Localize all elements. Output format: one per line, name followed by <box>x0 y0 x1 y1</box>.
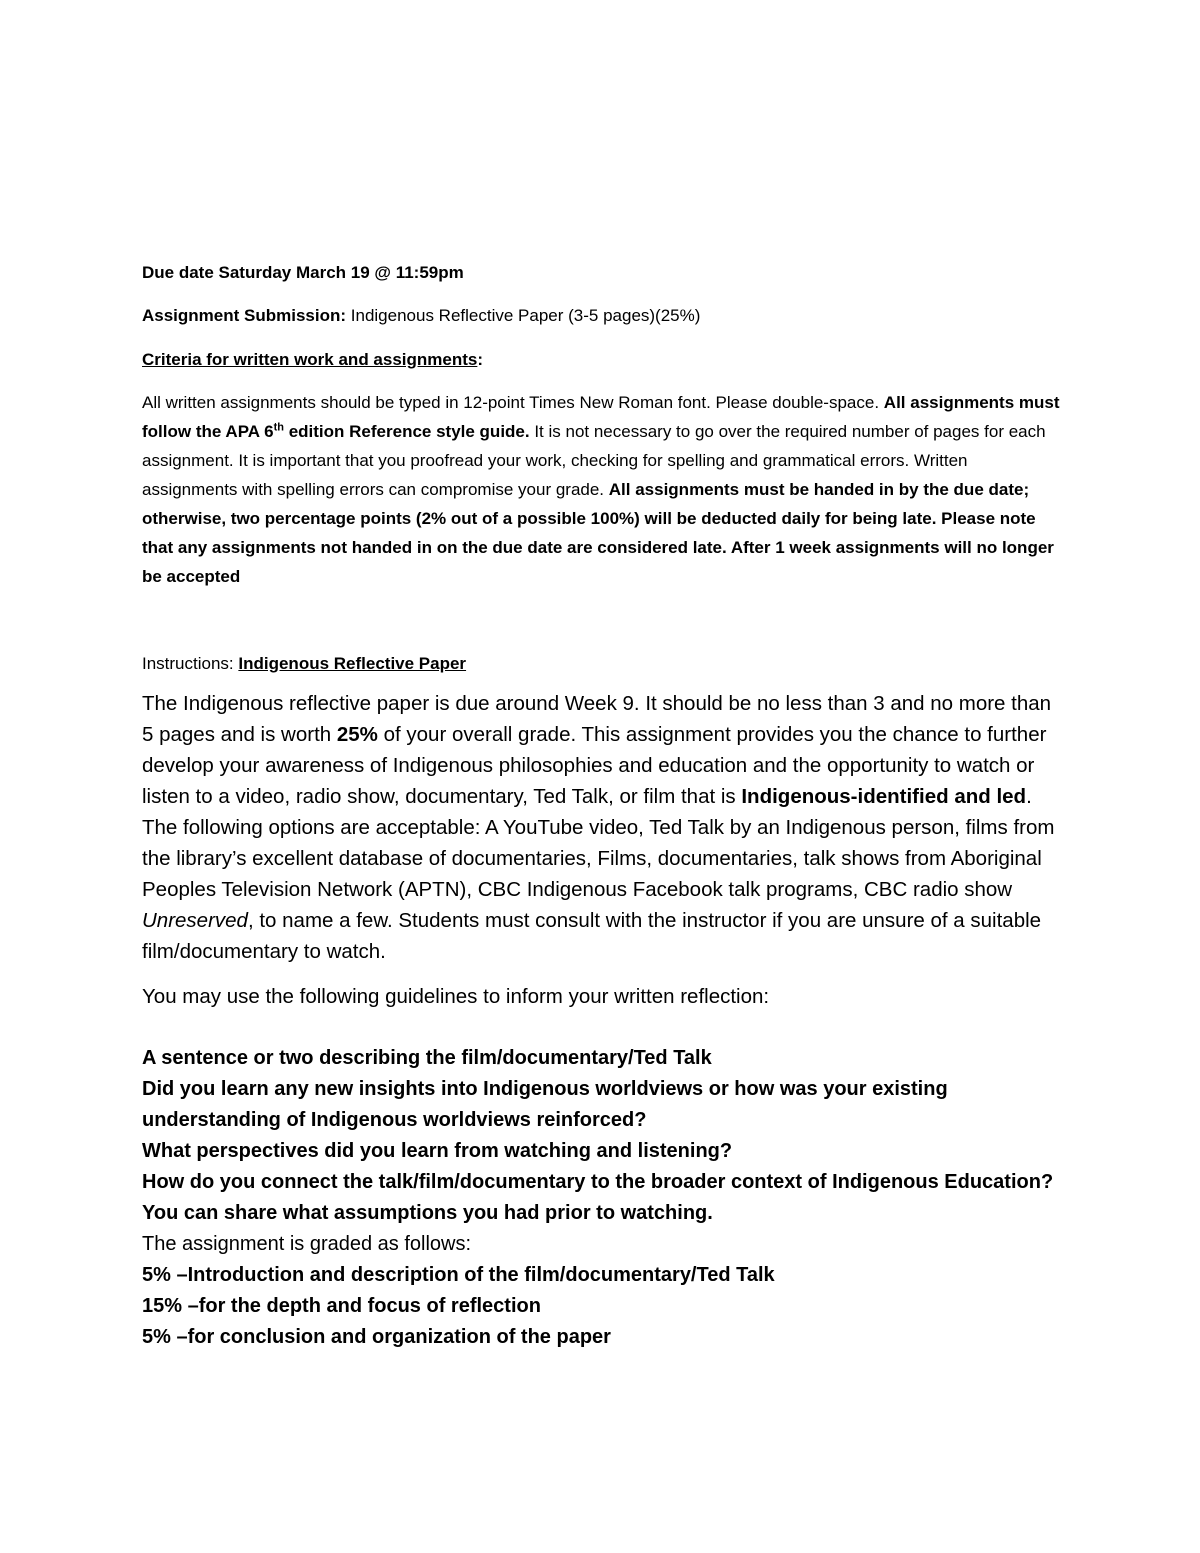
intro-paragraph <box>142 688 1062 967</box>
due-date: Due date Saturday March 19 @ 11:59pm <box>142 263 464 282</box>
criteria-paragraph <box>142 388 1062 591</box>
intro-weight-bold: 25% <box>336 723 378 746</box>
grading-item: 5% –for conclusion and organization of the paper <box>142 1326 611 1348</box>
criteria-text-1: All written assignments should be typed in 12-point Times New Roman font. Please double-space. <box>142 393 884 412</box>
guideline-item: How do you connect the talk/film/documentary to the broader context of Indigenous Education? <box>142 1171 1054 1193</box>
grading-item: 5% –Introduction and description of the film/documentary/Ted Talk <box>142 1264 775 1286</box>
guideline-item: You can share what assumptions you had prior to watching. <box>142 1202 713 1224</box>
guideline-item: What perspectives did you learn from watching and listening? <box>142 1140 733 1162</box>
criteria-heading <box>142 345 1062 374</box>
instructions-heading <box>142 649 1062 678</box>
intro-text-1: The Indigenous reflective paper is due around Week 9. It should be no less than 3 and no more than 5 pages and is worth <box>142 692 1052 746</box>
instructions-label: Instructions: <box>142 654 239 673</box>
guidelines-list <box>142 1043 1062 1353</box>
criteria-heading-text: Criteria for written work and assignments <box>142 350 478 369</box>
document-content <box>142 258 1062 1353</box>
grading-item: 15% –for the depth and focus of reflection <box>142 1295 541 1317</box>
guideline-item: A sentence or two describing the film/documentary/Ted Talk <box>142 1047 712 1069</box>
criteria-apa-superscript: th <box>273 421 284 434</box>
assignment-submission-line <box>142 301 1062 330</box>
criteria-text-2: It is not necessary to go over the required number of pages for each assignment. It is important that you proofread your work, checking for spelling and grammatical errors. Written assignments with spelling errors can compromise your grade. <box>142 422 1046 499</box>
guidelines-intro: You may use the following guidelines to inform your written reflection: <box>142 985 770 1008</box>
criteria-heading-colon: : <box>477 350 484 369</box>
intro-identified-bold: Indigenous-identified and led <box>741 785 1027 808</box>
submission-label: Assignment Submission: <box>142 306 347 325</box>
intro-text-3: . The following options are acceptable: A YouTube video, Ted Talk by an Indigenous person, films from the library’s excellent database of documentaries, Films, documentaries, talk shows from Aboriginal Peoples Television Network (APTN), CBC Indigenous Facebook talk programs, CBC radio show <box>142 785 1055 901</box>
intro-text-4: , to name a few. Students must consult with the instructor if you are unsure of a suitable film/documentary to watch. <box>142 909 1042 963</box>
submission-title: Indigenous Reflective Paper (3-5 pages)(25%) <box>350 306 701 325</box>
intro-unreserved-italic: Unreserved <box>142 909 248 932</box>
grading-intro: The assignment is graded as follows: <box>142 1233 472 1255</box>
intro-text-2: of your overall grade. This assignment provides you the chance to further develop your awareness of Indigenous philosophies and education and the opportunity to watch or listen to a video, radio show, documentary, Ted Talk, or film that is <box>142 723 1047 808</box>
guideline-item: Did you learn any new insights into Indigenous worldviews or how was your existing understanding of Indigenous worldviews reinforced? <box>142 1078 948 1131</box>
instructions-title: Indigenous Reflective Paper <box>238 654 467 673</box>
criteria-apa-bold-2: edition Reference style guide. <box>283 422 530 441</box>
criteria-apa-bold-1: All assignments must follow the APA 6 <box>142 393 1060 441</box>
criteria-late-policy: All assignments must be handed in by the due date; otherwise, two percentage points (2% out of a possible 100%) will be deducted daily for being late. Please note that any assignments not handed in on the due date are considered late. After 1 week assignments will no longer be accepted <box>142 480 1054 586</box>
